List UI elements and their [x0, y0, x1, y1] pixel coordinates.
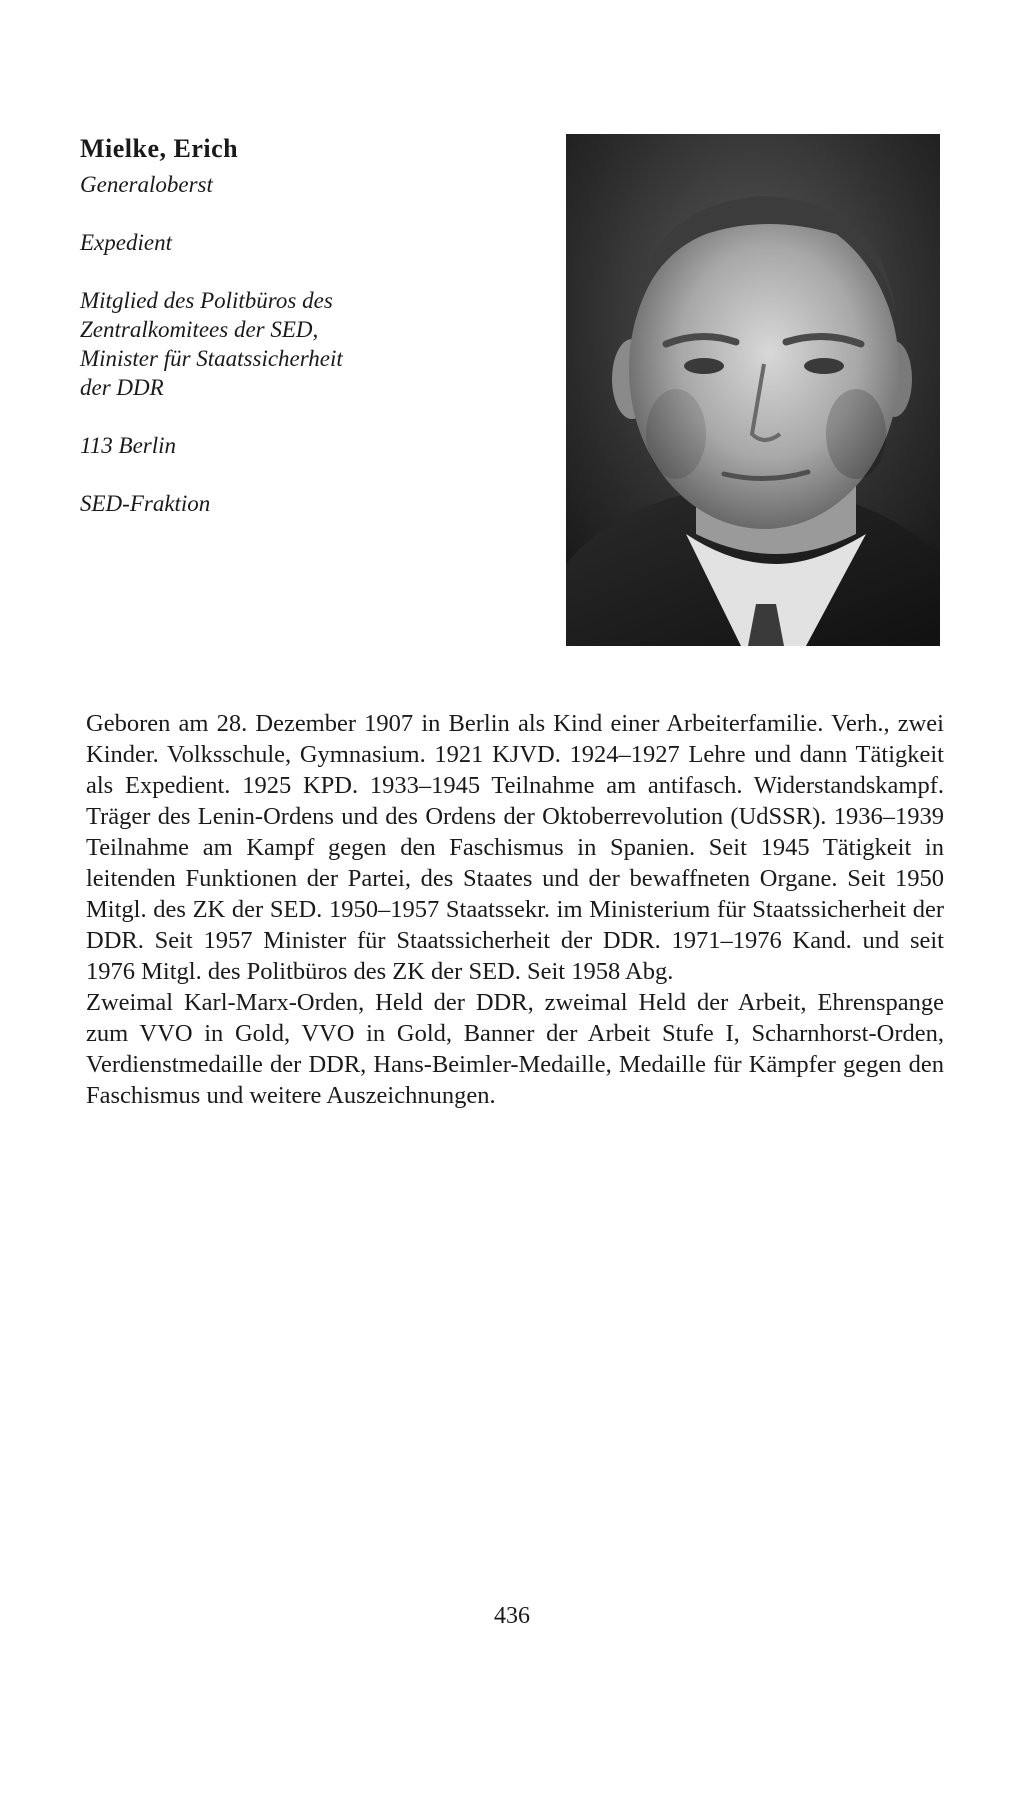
entry-occupation: Expedient — [80, 230, 172, 255]
entry-info — [80, 170, 520, 518]
portrait-image — [566, 134, 940, 646]
portrait-photo — [566, 134, 940, 646]
position-line: der DDR — [80, 375, 164, 400]
entry-positions — [80, 286, 520, 402]
biography-paragraph: Zweimal Karl-Marx-Orden, Held der DDR, zweimal Held der Arbeit, Ehrenspange zum VVO in Gold, VVO in Gold, Banner der Arbeit Stufe I, Scharnhorst-Orden, Verdienstmedaille der DDR, Hans-Beimler-Medaille, Medaille für Kämpfer gegen den Faschismus und weitere Auszeichnungen. — [86, 989, 944, 1109]
entry-faction: SED-Fraktion — [80, 491, 211, 516]
position-line: Minister für Staatssicherheit — [80, 346, 343, 371]
entry-rank: Generaloberst — [80, 172, 213, 197]
biography — [86, 708, 944, 1111]
position-line: Mitglied des Politbüros des — [80, 288, 333, 313]
entry-name: Mielke, Erich — [80, 134, 239, 163]
biography-paragraph: Geboren am 28. Dezember 1907 in Berlin als Kind einer Arbeiterfamilie. Verh., zwei Kinder. Volksschule, Gymnasium. 1921 KJVD. 1924–1927 Lehre und dann Tätigkeit als Expedient. 1925 KPD. 1933–1945 Teilnahme am antifasch. Widerstandskampf. Träger des Lenin-Ordens und des Ordens der Oktoberrevolution (UdSSR). 1936–1939 Teilnahme am Kampf gegen den Faschismus in Spanien. Seit 1945 Tätigkeit in leitenden Funktionen der Partei, des Staates und der bewaffneten Organe. Seit 1950 Mitgl. des ZK der SED. 1950–1957 Staatssekr. im Ministerium für Staatssicherheit der DDR. Seit 1957 Minister für Staatssicherheit der DDR. 1971–1976 Kand. und seit 1976 Mitgl. des Politbüros des ZK der SED. Seit 1958 Abg. — [86, 710, 944, 985]
position-line: Zentralkomitees der SED, — [80, 317, 319, 342]
page-number: 436 — [494, 1603, 530, 1629]
entry-address: 113 Berlin — [80, 433, 177, 458]
